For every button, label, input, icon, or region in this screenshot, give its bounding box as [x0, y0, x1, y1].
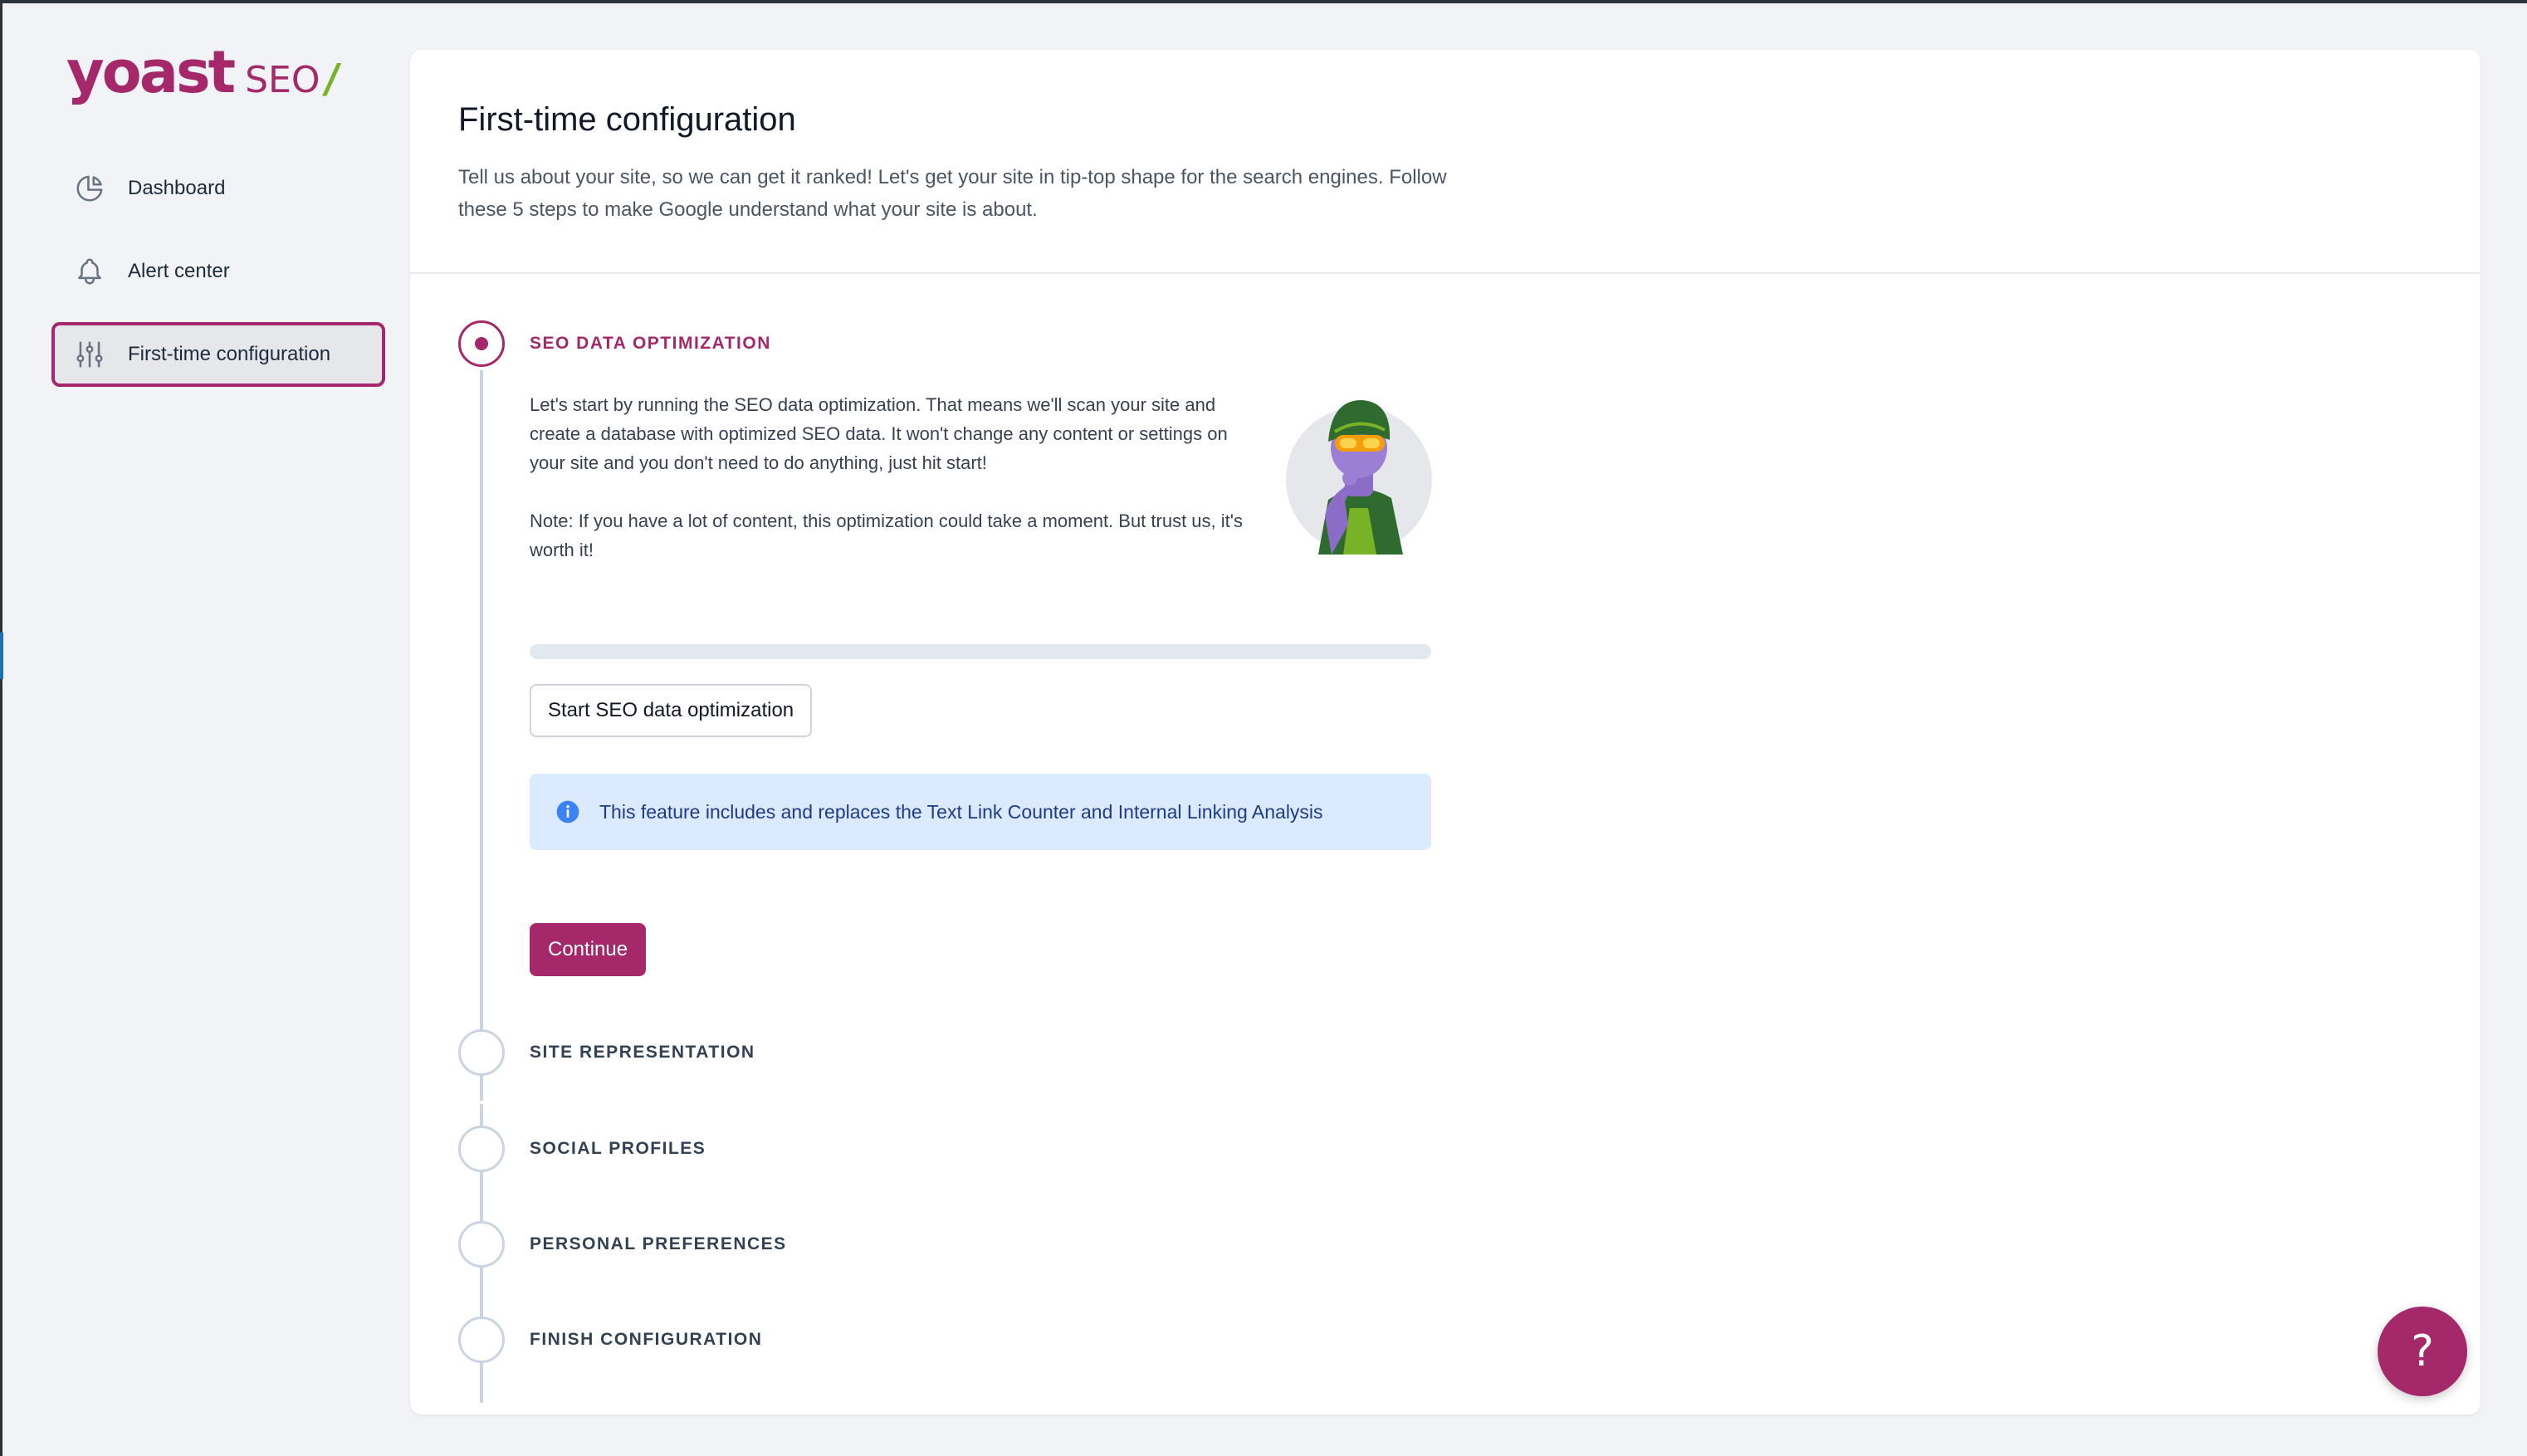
step-paragraph-intro: Let's start by running the SEO data optimization. That means we'll scan your site and create a database with optimized SEO data. It won't change any content or settings on your site and you don't need to do anything, just hit start!: [530, 394, 1228, 473]
page-description: Tell us about your site, so we can get it ranked! Let's get your site in tip-top shape for the search engines. Follow these 5 steps to make Google understand what your site is about.: [458, 166, 1447, 221]
yoast-logo[interactable]: [66, 38, 343, 106]
step-label-finish-configuration[interactable]: FINISH CONFIGURATION: [530, 1330, 763, 1349]
step-label-personal-preferences[interactable]: PERSONAL PREFERENCES: [530, 1234, 787, 1253]
help-button[interactable]: [2378, 1307, 2467, 1396]
sidebar: [0, 0, 398, 1456]
continue-button[interactable]: Continue: [530, 923, 646, 976]
step-label-seo-data-optimization[interactable]: SEO DATA OPTIMIZATION: [530, 334, 771, 353]
info-icon: [555, 799, 581, 825]
step-indicator-finish-configuration[interactable]: [458, 1317, 505, 1363]
step-paragraph-note: Note: If you have a lot of content, this optimization could take a moment. But trust us, it's worth it!: [530, 511, 1243, 560]
sidebar-item-label: Dashboard: [128, 177, 226, 199]
step-indicator-site-representation[interactable]: [458, 1029, 505, 1076]
step-indicator-seo-data-optimization[interactable]: [458, 320, 505, 367]
step-label-site-representation[interactable]: SITE REPRESENTATION: [530, 1043, 755, 1062]
optimization-progress-bar: [530, 644, 1431, 659]
info-text: This feature includes and replaces the Text Link Counter and Internal Linking Analysis: [599, 800, 1323, 823]
pie-chart-icon: [73, 172, 106, 205]
step-description: [530, 390, 1244, 594]
sidebar-item-label: Alert center: [128, 260, 230, 282]
stepper-line: [480, 370, 483, 1101]
main-card: [410, 50, 2481, 1414]
sidebar-item-first-time-configuration[interactable]: [51, 322, 385, 387]
step-label-social-profiles[interactable]: SOCIAL PROFILES: [530, 1139, 706, 1158]
page-title: First-time configuration: [458, 101, 796, 138]
bell-icon: [73, 255, 106, 288]
mascot-illustration: [1285, 392, 1433, 559]
step-indicator-personal-preferences[interactable]: [458, 1221, 505, 1268]
logo-slash: /: [321, 56, 343, 102]
sidebar-item-dashboard[interactable]: [51, 156, 385, 221]
sliders-icon: [73, 338, 106, 371]
start-seo-optimization-button[interactable]: Start SEO data optimization: [530, 684, 812, 737]
sidebar-item-label: First-time configuration: [128, 343, 331, 365]
help-question-icon: ?: [2411, 1327, 2434, 1376]
logo-seo: SEO: [245, 59, 320, 101]
card-header: [410, 50, 2481, 274]
sidebar-item-alert-center[interactable]: [51, 239, 385, 304]
info-notice: [530, 774, 1431, 850]
step-indicator-social-profiles[interactable]: [458, 1126, 505, 1172]
logo-word: yoast: [66, 38, 234, 106]
